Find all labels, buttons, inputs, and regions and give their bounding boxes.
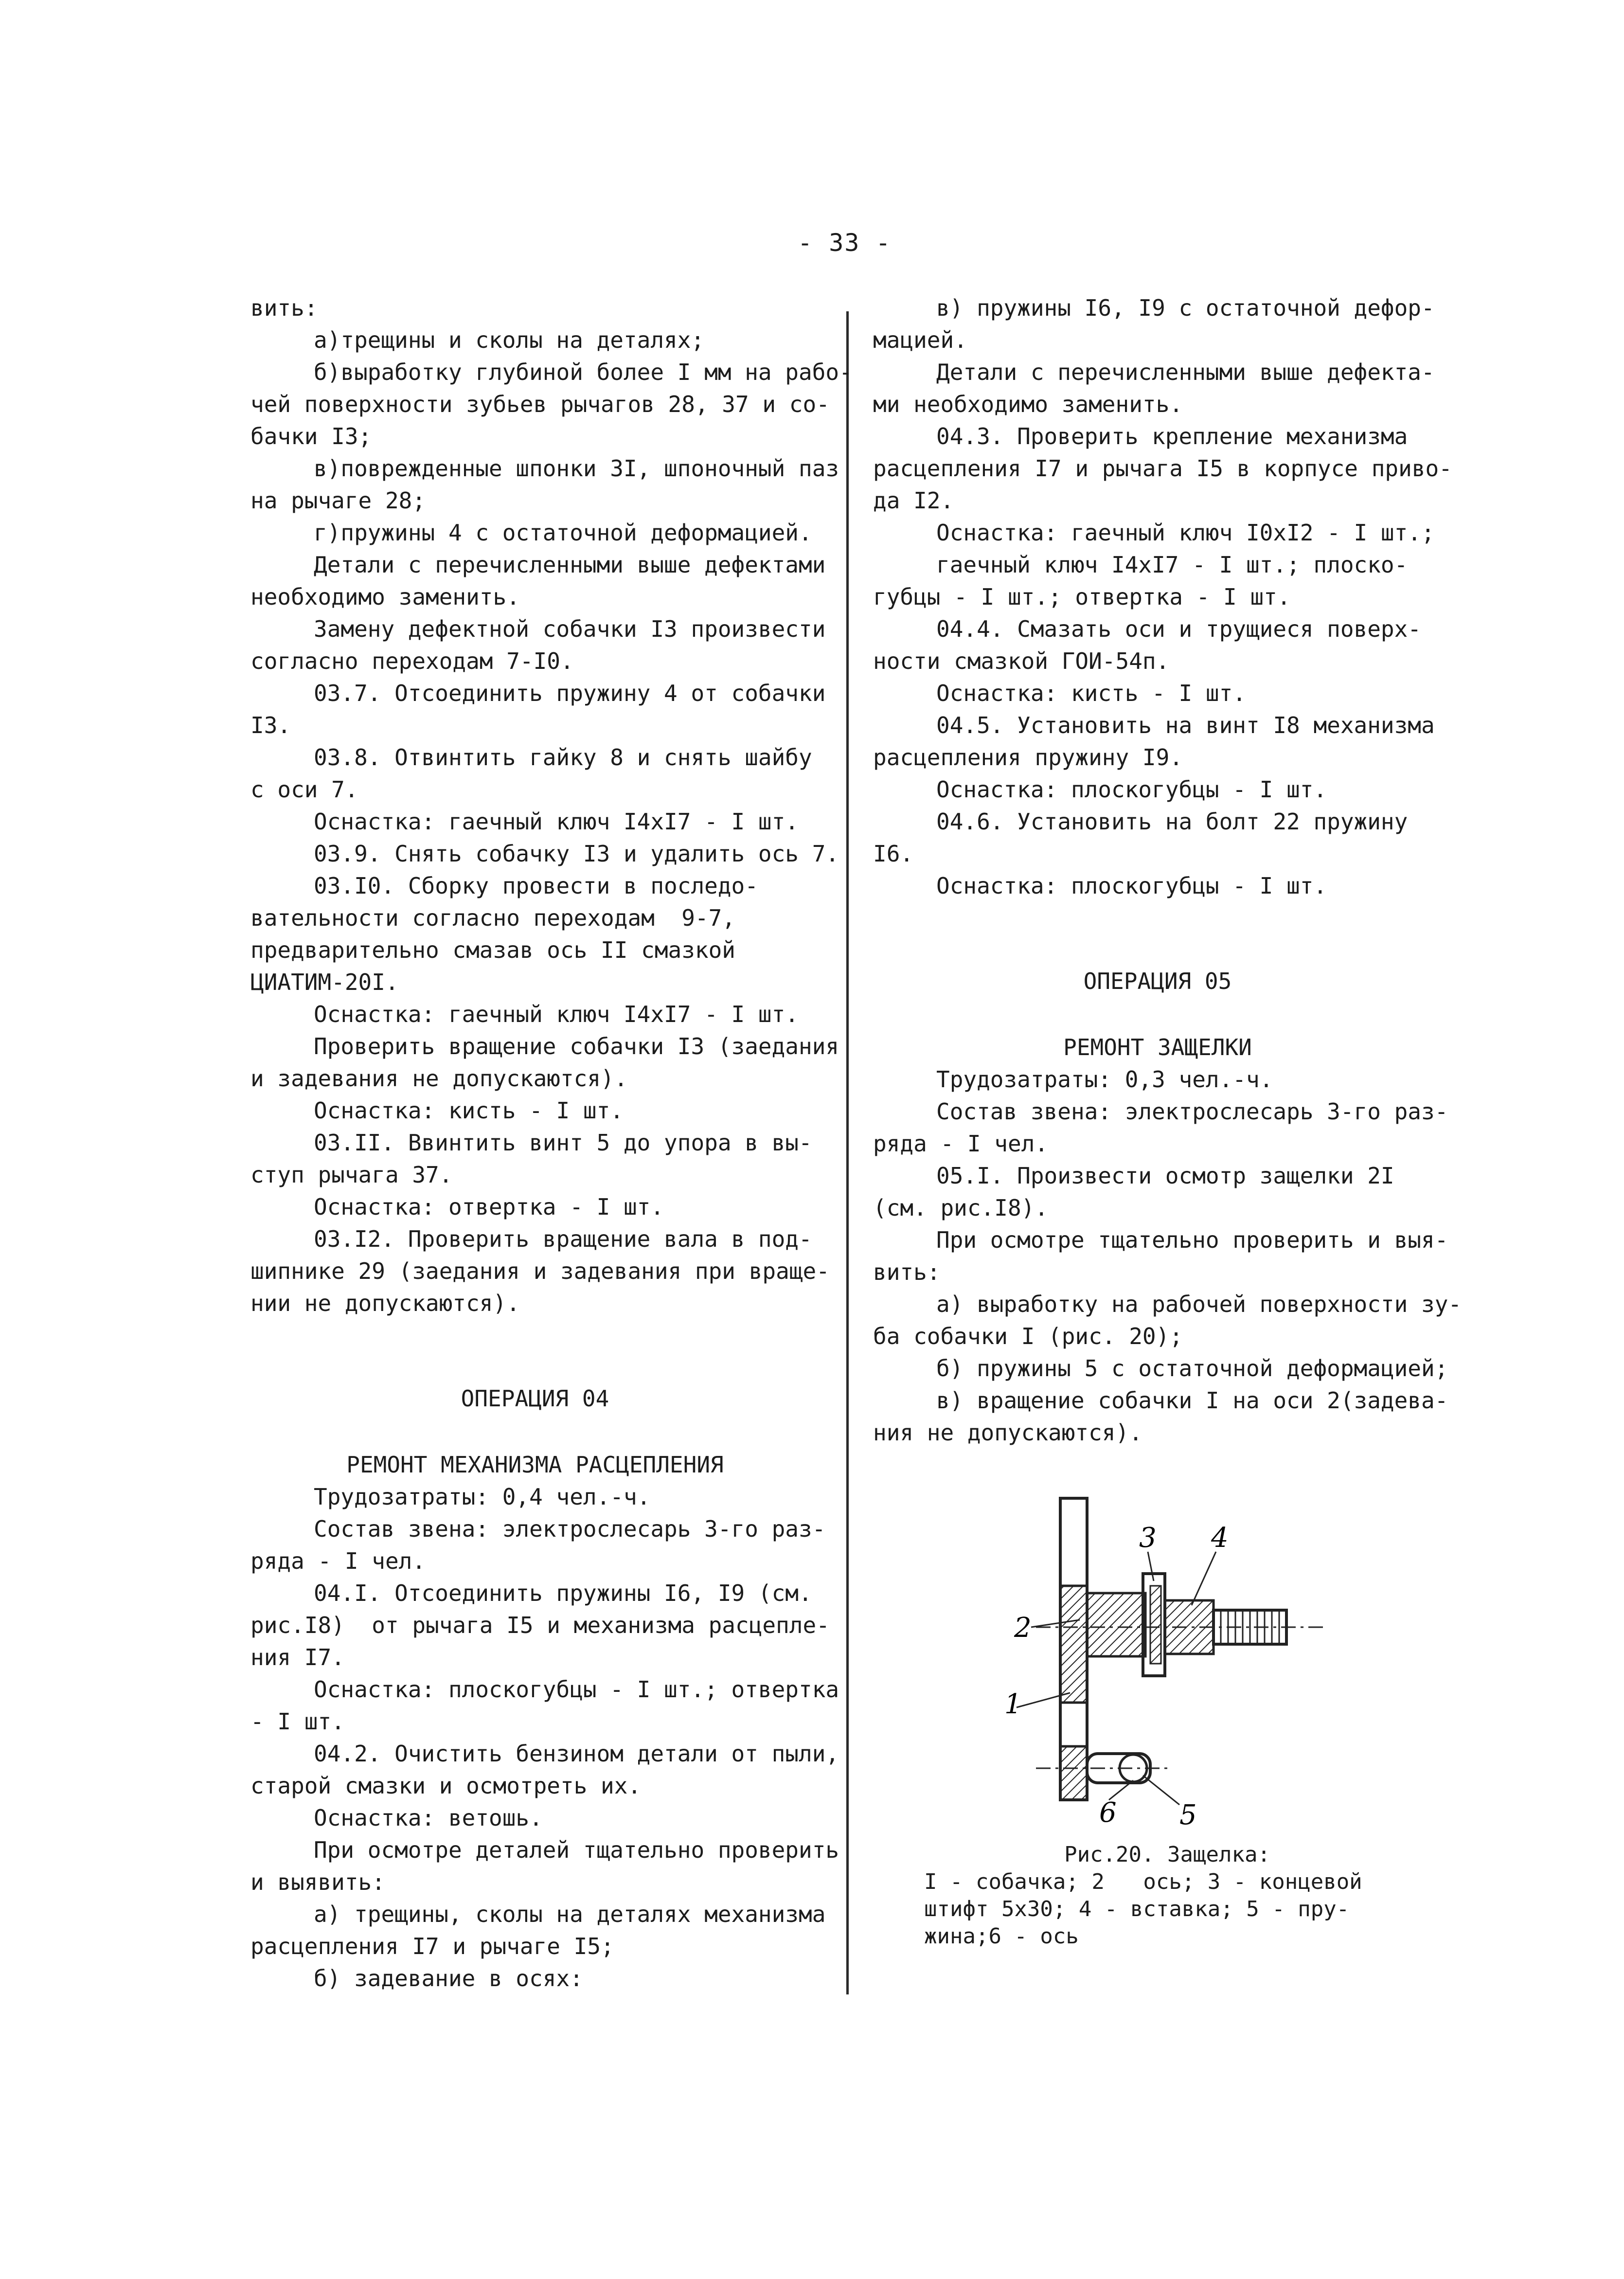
text-line: ступ рычага 37.	[250, 1162, 453, 1188]
text-line: 04.5. Установить на винт I8 механизма	[936, 712, 1435, 738]
text-line: 03.I2. Проверить вращение вала в под-	[314, 1226, 812, 1252]
text-line: 05.I. Произвести осмотр защелки 2I	[936, 1163, 1394, 1189]
text-line: (см. рис.I8).	[873, 1195, 1049, 1221]
text-line: Детали с перечисленными выше дефектами	[314, 552, 826, 578]
text-line: ряда - I чел.	[250, 1548, 426, 1574]
figure-label-4: 4	[1211, 1522, 1229, 1554]
operation-05-text	[873, 1063, 1462, 1449]
spacer	[873, 997, 1442, 1031]
spacer	[250, 1319, 820, 1382]
text-line: Состав звена: электрослесарь 3-го раз-	[936, 1098, 1448, 1125]
text-line: ми необходимо заменить.	[873, 391, 1183, 417]
text-line: ния не допускаются).	[873, 1419, 1142, 1446]
operation-04-title: ОПЕРАЦИЯ 04	[461, 1385, 609, 1412]
operation-05-subtitle: РЕМОНТ ЗАЩЕЛКИ	[1063, 1034, 1252, 1060]
text-line: старой смазки и осмотреть их.	[250, 1773, 642, 1799]
text-line: на рычаге 28;	[250, 487, 426, 514]
text-line: - I шт.	[250, 1708, 345, 1735]
text-line: 03.II. Ввинтить винт 5 до упора в вы-	[314, 1130, 812, 1156]
text-line: а) трещины, сколы на деталях механизма	[314, 1901, 826, 1927]
text-line: I3.	[250, 712, 291, 738]
text-line: 04.4. Смазать оси и трущиеся поверх-	[936, 616, 1421, 642]
text-line: Замену дефектной собачки I3 произвести	[314, 616, 826, 642]
text-line: Оснастка: отвертка - I шт.	[314, 1194, 664, 1220]
text-line: расцепления пружину I9.	[873, 744, 1183, 771]
text-line: I6.	[873, 841, 914, 867]
text-line: Оснастка: плоскогубцы - I шт.	[936, 776, 1327, 803]
text-line: 03.9. Снять собачку I3 и удалить ось 7.	[314, 841, 839, 867]
text-line: Трудозатраты: 0,4 чел.-ч.	[314, 1484, 651, 1510]
text-line: согласно переходам 7-I0.	[250, 648, 574, 674]
right-column	[873, 292, 1462, 1449]
spacer	[250, 1415, 820, 1449]
text-line: губцы - I шт.; отвертка - I шт.	[873, 584, 1291, 610]
text-line: чей поверхности зубьев рычагов 28, 37 и со-	[250, 391, 830, 417]
text-line: а)трещины и сколы на деталях;	[314, 327, 705, 353]
page-number: - 33 -	[798, 229, 892, 257]
text-line: ности смазкой ГОИ-54п.	[873, 648, 1170, 674]
figure-caption-line: I - собачка; 2 ось; 3 - концевой	[924, 1869, 1362, 1894]
text-line: вить:	[873, 1259, 941, 1285]
text-line: г)пружины 4 с остаточной деформацией.	[314, 520, 812, 546]
text-line: вить:	[250, 295, 318, 321]
operation-05-title: ОПЕРАЦИЯ 05	[1083, 968, 1232, 994]
text-line: 03.8. Отвинтить гайку 8 и снять шайбу	[314, 744, 812, 771]
text-line: Проверить вращение собачки I3 (заедания	[314, 1033, 839, 1059]
text-line: При осмотре тщательно проверить и выя-	[936, 1227, 1448, 1253]
text-line: б)выработку глубиной более I мм на рабо-	[314, 359, 853, 385]
left-column	[250, 292, 853, 1994]
text-line: Трудозатраты: 0,3 чел.-ч.	[936, 1066, 1273, 1093]
text-line: и задевания не допускаются).	[250, 1065, 628, 1092]
spacer	[873, 902, 1442, 965]
operation-04-subtitle: РЕМОНТ МЕХАНИЗМА РАСЦЕПЛЕНИЯ	[346, 1452, 724, 1478]
text-line: 04.3. Проверить крепление механизма	[936, 423, 1408, 449]
text-line: мацией.	[873, 327, 967, 353]
text-line: Оснастка: плоскогубцы - I шт.; отвертка	[314, 1676, 839, 1703]
text-line: и выявить:	[250, 1869, 385, 1895]
text-line: ба собачки I (рис. 20);	[873, 1323, 1183, 1349]
text-line: нии не допускаются).	[250, 1290, 520, 1316]
text-line: да I2.	[873, 487, 954, 514]
text-line: Оснастка: гаечный ключ I4xI7 - I шт.	[314, 808, 799, 835]
text-line: 03.I0. Сборку провести в последо-	[314, 873, 758, 899]
figure-caption	[924, 1841, 1410, 1950]
text-line: Оснастка: кисть - I шт.	[936, 680, 1246, 706]
column-divider	[846, 311, 849, 1994]
text-line: шипнике 29 (заедания и задевания при враще-	[250, 1258, 830, 1284]
text-line: Оснастка: плоскогубцы - I шт.	[936, 873, 1327, 899]
text-line: гаечный ключ I4xI7 - I шт.; плоско-	[936, 552, 1408, 578]
figure-caption-line: жина;6 - ось	[924, 1924, 1079, 1949]
text-line: расцепления I7 и рычаге I5;	[250, 1933, 614, 1959]
text-line: расцепления I7 и рычага I5 в корпусе приво-	[873, 455, 1452, 482]
text-line: Оснастка: гаечный ключ I4xI7 - I шт.	[314, 1001, 799, 1027]
text-line: 04.6. Установить на болт 22 пружину	[936, 808, 1408, 835]
text-line: в)поврежденные шпонки 3I, шпоночный паз	[314, 455, 839, 482]
operation-04-text	[250, 1481, 839, 1994]
text-line: б) задевание в осях:	[314, 1965, 583, 1992]
text-line: 04.I. Отсоединить пружины I6, I9 (см.	[314, 1580, 812, 1606]
text-line: в) пружины I6, I9 с остаточной дефор-	[936, 295, 1435, 321]
text-line: бачки I3;	[250, 423, 372, 449]
left-text-block	[250, 292, 853, 1319]
text-line: ЦИАТИМ-20I.	[250, 969, 399, 995]
latch-drawing	[987, 1489, 1338, 1829]
figure-caption-line: штифт 5x30; 4 - вставка; 5 - пру-	[924, 1897, 1350, 1921]
text-line: рис.I8) от рычага I5 и механизма расцепле-	[250, 1612, 830, 1638]
text-line: Детали с перечисленными выше дефекта-	[936, 359, 1435, 385]
figure-label-2: 2	[1014, 1612, 1032, 1644]
text-line: а) выработку на рабочей поверхности зу-	[936, 1291, 1462, 1317]
figure-label-6: 6	[1099, 1797, 1117, 1829]
text-line: ния I7.	[250, 1644, 345, 1670]
text-line: необходимо заменить.	[250, 584, 520, 610]
figure-label-1: 1	[1004, 1688, 1022, 1720]
right-text-block	[873, 292, 1452, 902]
text-line: Оснастка: гаечный ключ I0xI2 - I шт.;	[936, 520, 1435, 546]
text-line: Оснастка: ветошь.	[314, 1805, 543, 1831]
text-line: предварительно смазав ось II смазкой	[250, 937, 735, 963]
text-line: с оси 7.	[250, 776, 358, 803]
figure-caption-title: Рис.20. Защелка:	[1064, 1842, 1270, 1867]
figure-label-3: 3	[1139, 1522, 1157, 1554]
text-line: б) пружины 5 с остаточной деформацией;	[936, 1355, 1448, 1382]
text-line: Оснастка: кисть - I шт.	[314, 1097, 624, 1124]
text-line: вательности согласно переходам 9-7,	[250, 905, 735, 931]
text-line: 04.2. Очистить бензином детали от пыли,	[314, 1741, 839, 1767]
text-line: 03.7. Отсоединить пружину 4 от собачки	[314, 680, 826, 706]
figure-label-5: 5	[1179, 1799, 1197, 1829]
text-line: При осмотре деталей тщательно проверить	[314, 1837, 839, 1863]
text-line: ряда - I чел.	[873, 1131, 1049, 1157]
text-line: в) вращение собачки I на оси 2(задева-	[936, 1387, 1448, 1414]
text-line: Состав звена: электрослесарь 3-го раз-	[314, 1516, 826, 1542]
